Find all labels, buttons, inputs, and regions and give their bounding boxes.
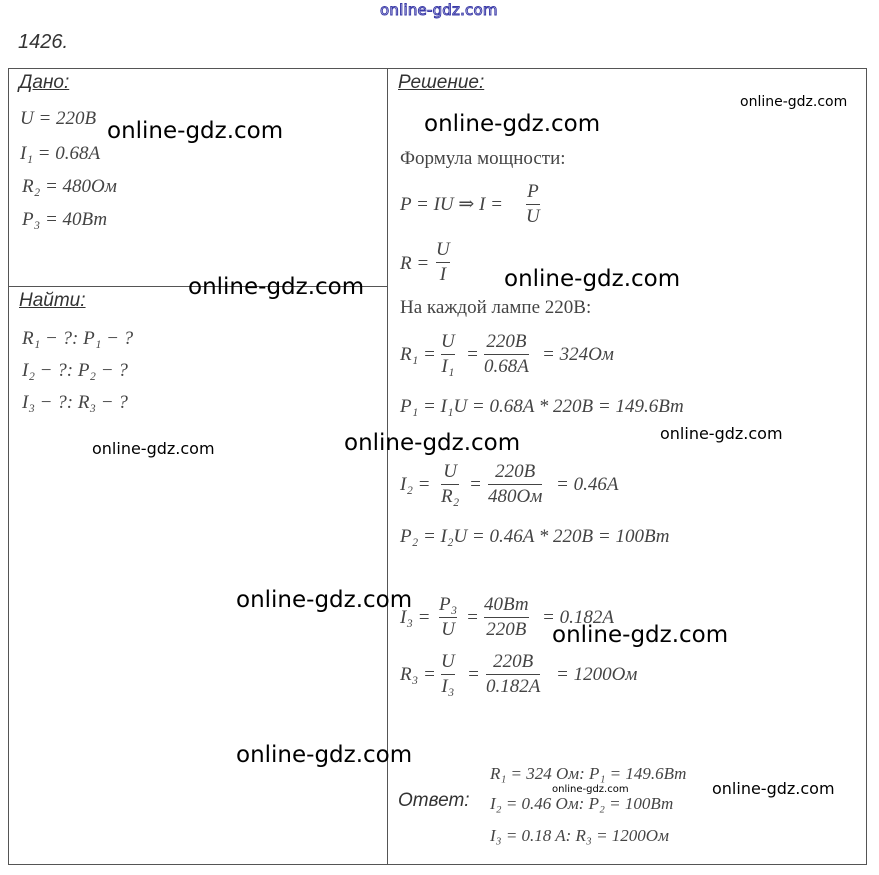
r1-f1-numerator: U — [441, 331, 455, 352]
i2-f1-denominator: R₂ — [441, 486, 460, 507]
i2-f2-denominator: 480Ом — [488, 486, 543, 507]
lamp-voltage-note: На каждой лампе 220В: — [400, 297, 592, 318]
i3-fraction-1 — [439, 593, 457, 642]
problem-number: 1426. — [18, 31, 69, 53]
find-line-3: I₃ − ?: R₃ − ? — [22, 392, 128, 413]
watermark: online-gdz.com — [504, 266, 681, 292]
i2-left: I₂ = — [400, 474, 431, 495]
r3-f1-numerator: U — [441, 651, 455, 672]
r1-fraction-1 — [441, 330, 455, 379]
watermark: online-gdz.com — [236, 742, 413, 768]
watermark: online-gdz.com — [92, 439, 215, 458]
watermark: online-gdz.com — [552, 622, 729, 648]
i3-fraction-2 — [484, 593, 529, 642]
given-power-3: P₃ = 40Вт — [22, 209, 108, 230]
r1-left: R₁ = — [400, 344, 436, 365]
solution-table — [8, 68, 867, 865]
r3-fraction-2 — [486, 650, 540, 699]
i3-equals: = — [466, 607, 479, 628]
answer-line-1: R₁ = 324 Ом: P₁ = 149.6Вт — [490, 764, 687, 783]
r3-left: R₃ = — [400, 664, 436, 685]
r1-result: = 324Ом — [542, 344, 614, 365]
solution-header: Решение: — [398, 72, 485, 93]
given-header: Дано: — [19, 72, 70, 93]
r3-fraction-1 — [441, 650, 455, 699]
r3-f1-denominator: I₃ — [441, 676, 455, 697]
r1-f2-numerator: 220B — [486, 331, 527, 352]
i3-left: I₃ = — [400, 607, 431, 628]
i3-f2-denominator: 220B — [486, 619, 527, 640]
p1-line: P₁ = I₁U = 0.68A * 220B = 149.6Вт — [400, 396, 684, 417]
r3-f2-numerator: 220B — [493, 651, 534, 672]
r3-equals: = — [467, 664, 480, 685]
eq-power-denominator: U — [526, 206, 540, 227]
watermark: online-gdz.com — [712, 779, 835, 798]
watermark: online-gdz.com — [344, 430, 521, 456]
eq-resistance-denominator: I — [439, 264, 447, 285]
eq-power-left: P = IU ⇒ I = — [400, 194, 503, 215]
r3-result: = 1200Ом — [556, 664, 638, 685]
watermark: online-gdz.com — [660, 424, 783, 443]
i3-f2-numerator: 40Вт — [484, 594, 529, 615]
site-watermark-top: online-gdz.com — [380, 1, 498, 19]
eq-resistance-fraction — [436, 238, 450, 287]
r3-f2-denominator: 0.182A — [486, 676, 541, 697]
watermark: online-gdz.com — [740, 94, 848, 110]
i2-equals: = — [469, 474, 482, 495]
eq-resistance-numerator: U — [436, 239, 450, 260]
answer-line-3: I₃ = 0.18 A: R₃ = 1200Ом — [490, 826, 669, 845]
r1-f1-denominator: I₁ — [441, 356, 455, 377]
watermark: online-gdz.com — [107, 118, 284, 144]
watermark: online-gdz.com — [552, 784, 629, 795]
find-line-1: R₁ − ?: P₁ − ? — [22, 328, 134, 349]
i2-f2-numerator: 220B — [495, 461, 536, 482]
i3-result: = 0.182A — [542, 607, 614, 628]
find-header: Найти: — [19, 290, 86, 311]
r1-f2-denominator: 0.68A — [484, 356, 529, 377]
i2-fraction-2 — [488, 460, 542, 509]
find-line-2: I₂ − ?: P₂ − ? — [22, 360, 128, 381]
given-voltage: U = 220B — [20, 108, 97, 129]
given-resistance-2: R₂ = 480Ом — [22, 176, 117, 197]
i2-fraction-1 — [441, 460, 459, 509]
i2-f1-numerator: U — [443, 461, 457, 482]
i3-f1-numerator: P₃ — [439, 594, 458, 615]
watermark: online-gdz.com — [188, 274, 365, 300]
eq-power-numerator: P — [527, 181, 539, 202]
watermark: online-gdz.com — [236, 587, 413, 613]
i3-f1-denominator: U — [441, 619, 455, 640]
answer-label: Ответ: — [398, 790, 470, 811]
given-current-1: I₁ = 0.68A — [20, 143, 101, 164]
r1-fraction-2 — [484, 330, 529, 379]
power-formula-label: Формула мощности: — [400, 148, 566, 169]
i2-result: = 0.46A — [556, 474, 619, 495]
r1-equals: = — [466, 344, 479, 365]
watermark: online-gdz.com — [424, 111, 601, 137]
eq-resistance-left: R = — [400, 253, 430, 274]
eq-power-fraction — [526, 180, 540, 229]
answer-line-2: I₂ = 0.46 Ом: P₂ = 100Вт — [490, 794, 674, 813]
p2-line: P₂ = I₂U = 0.46A * 220B = 100Вт — [400, 526, 670, 547]
